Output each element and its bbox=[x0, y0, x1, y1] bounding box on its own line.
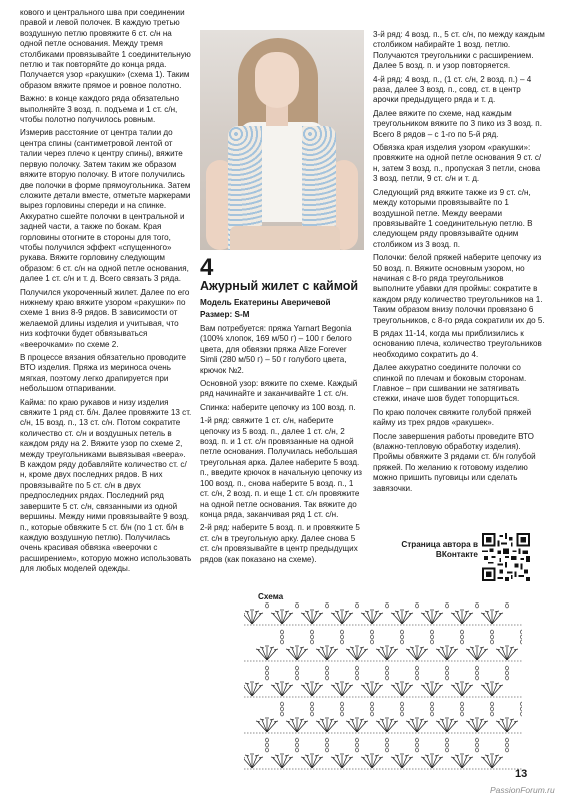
text-column-right bbox=[373, 30, 545, 497]
stitch-fan bbox=[361, 682, 383, 696]
stitch-fan bbox=[496, 718, 518, 732]
chain-column bbox=[506, 602, 509, 608]
stitch-fan bbox=[376, 718, 398, 732]
chain-column bbox=[506, 666, 509, 680]
stitch-fan bbox=[421, 754, 443, 768]
stitch-fan bbox=[406, 718, 428, 732]
paragraph: 3-й ряд: 4 возд. п., 5 ст. с/н, по между каждым столбиком набирайте 1 возд. петлю. Получаются треугольники с расширением. Далее 5 возд. п. и узор повторяется. bbox=[373, 30, 545, 71]
stitch-fan bbox=[361, 610, 383, 624]
paragraph: Вам потребуется: пряжа Yarnart Begonia (100% хлопок, 169 м/50 г) – 100 г белого цвета, для обвязки пряжа Alize Forever Simli (280 м/50 г) – 50 г голубого цвета, крючок №2. bbox=[200, 324, 352, 375]
paragraph: Измерив расстояние от центра талии до центра спины (сантиметровой лентой от талии через плечо к центру спины), вяжите первую полочку. Затем таким же образом вяжите вторую полочку. В итоге получились две полочки в форме прямоугольника. Затем сложите детали вместе, отметьте маркерами вырез горловины спереди и на спинке. Аккуратно сшейте полочки в центральной и задней части, а также по бокам. Края горловины отогните в стороны для того, чтобы получился эффект «спущенного» рукава. Вяжите горловину следующим образом: 6 ст. с/н на одной петле основания, далее 1 ст. с/н и т. д. Всего связать 3 ряда. bbox=[20, 128, 191, 284]
stitch-fan bbox=[271, 682, 293, 696]
paragraph: 1-й ряд: свяжите 1 ст. с/н, наберите цепочку из 5 возд. п., далее 1 ст. с/н, 2 возд. п. и 1 ст. с/н провязанные на одной петле основания. Получилась небольшая треугольная арка. Далее наберите 5 возд. п., введите крючок в начальную цепочку из 100 возд. п., снова наберите 5 возд. п., 1 ст. с/н, 2 возд. п. и еще 1 ст. с/н провяжите на одной петле основания. Так вяжите до конца ряда, заканчивая ряд 1 ст. с/н. bbox=[200, 416, 362, 519]
chain-column bbox=[296, 666, 299, 680]
stitch-fan bbox=[256, 646, 278, 660]
stitch-fan bbox=[451, 754, 473, 768]
chain-column bbox=[386, 738, 389, 752]
text-column-left bbox=[20, 8, 192, 578]
watermark: PassionForum.ru bbox=[490, 785, 555, 795]
stitch-fan bbox=[481, 682, 503, 696]
qr-code-icon[interactable] bbox=[482, 533, 530, 581]
stitch-fan bbox=[301, 610, 323, 624]
chain-column bbox=[476, 602, 479, 608]
chain-column bbox=[431, 630, 434, 644]
paragraph: По краю полочек свяжите голубой пряжей кайму из трех рядов «ракушек». bbox=[373, 407, 532, 428]
paragraph: кового и центрального шва при соединении правой и левой полочек. В каждую третью воздушную петлю провяжите 6 ст. с/н на одной петле основания. Между тремя столбиками провязывайте 1 соединительную петлю и так повторяйте до конца ряда. Получается узор «ракушки» (схема 1). Таким образом вяжите прямое и ровное полотно. bbox=[20, 8, 191, 90]
stitch-fan bbox=[376, 646, 398, 660]
chain-column bbox=[491, 630, 494, 644]
paragraph: 2-й ряд: наберите 5 возд. п. и провяжите 5 ст. с/н в треугольную арку. Далее снова 5 ст. с/н провязывайте в центр предыдущих рядов (как показано на схеме). bbox=[200, 523, 360, 564]
stitch-fan bbox=[346, 646, 368, 660]
stitch-fan bbox=[331, 610, 353, 624]
stitch-fan bbox=[436, 646, 458, 660]
stitch-fan bbox=[466, 646, 488, 660]
stitch-fan bbox=[391, 754, 413, 768]
chain-column bbox=[386, 602, 389, 608]
stitch-fan bbox=[391, 610, 413, 624]
stitch-fan bbox=[421, 682, 443, 696]
chain-column bbox=[371, 702, 374, 716]
chain-column bbox=[446, 738, 449, 752]
stitch-fan bbox=[316, 718, 338, 732]
stitch-fan bbox=[436, 718, 458, 732]
chain-column bbox=[356, 602, 359, 608]
paragraph: 4-й ряд: 4 возд. п., (1 ст. с/н, 2 возд. п.) – 4 раза, далее 3 возд. п., совд. ст. в центр арочки предыдущего ряда и т. д. bbox=[373, 74, 532, 105]
paragraph: Спинка: наберите цепочку из 100 возд. п. bbox=[200, 402, 356, 412]
stitch-fan bbox=[391, 682, 413, 696]
chain-column bbox=[416, 738, 419, 752]
chain-column bbox=[281, 702, 284, 716]
scheme-label: Схема bbox=[258, 592, 284, 601]
chain-column bbox=[326, 602, 329, 608]
stitch-fan bbox=[244, 610, 263, 624]
chain-column bbox=[371, 630, 374, 644]
stitch-fan bbox=[244, 754, 263, 768]
paragraph: Получился укороченный жилет. Далее по его нижнему краю вяжите узором «ракушки» по схеме 1 вниз 8-9 рядов. В зависимости от желаемой длины изделия и учитывая, что низ кофточки будет обвязываться «веерочками» по схеме 2. bbox=[20, 287, 190, 349]
stitch-fan bbox=[271, 754, 293, 768]
paragraph: Полочки: белой пряжей наберите цепочку из 50 возд. п. Вяжите основным узором, но начиная с 8-го ряда треугольников выполните убавки для проймы: сократите в каждом ряду количество треугольников на 1. Таким образом внизу полочки провязано 6 треугольников, с 8-го ряда сократили их до 5. bbox=[373, 253, 545, 325]
paragraph: Обвязка края изделия узором «ракушки»: провяжите на одной петле основания 9 ст. с/н, затем 3 возд. п., пропуская 3 петли, снова 3 возд. петли, 9 ст. с/н и т. д. bbox=[373, 143, 542, 184]
stitch-fan bbox=[286, 646, 308, 660]
text-column-middle bbox=[200, 324, 364, 568]
stitch-fan bbox=[361, 754, 383, 768]
paragraph: Основной узор: вяжите по схеме. Каждый ряд начинайте и заканчивайте 1 ст. с/н. bbox=[200, 379, 358, 399]
chain-column bbox=[506, 738, 509, 752]
stitch-fan bbox=[301, 754, 323, 768]
stitch-fan bbox=[346, 718, 368, 732]
paragraph: Далее вяжите по схеме, над каждым треугольником вяжите по 3 пико из 3 возд. п. Всего 8 рядов – с 1-го по 5-й ряд. bbox=[373, 108, 542, 139]
paragraph: Важно: в конце каждого ряда обязательно выполняйте 3 возд. п. подъема и 1 ст. с/н, чтобы полотно получилось ровным. bbox=[20, 94, 180, 125]
chain-column bbox=[476, 666, 479, 680]
chain-column bbox=[476, 738, 479, 752]
stitch-fan bbox=[481, 754, 503, 768]
model-photo bbox=[200, 30, 364, 250]
qr-caption: Страница автора в ВКонтакте bbox=[401, 540, 478, 559]
chain-column bbox=[341, 702, 344, 716]
stitch-fan bbox=[271, 610, 293, 624]
stitch-fan bbox=[496, 646, 518, 660]
pattern-number: 4 bbox=[200, 254, 214, 281]
stitch-fan bbox=[466, 718, 488, 732]
chain-column bbox=[446, 666, 449, 680]
stitch-fan bbox=[451, 610, 473, 624]
stitch-fan bbox=[286, 718, 308, 732]
chain-column bbox=[521, 702, 522, 716]
paragraph: В процессе вязания обязательно проводите ВТО изделия. Пряжа из мериноса очень мягкая, поэтому легко драпируется при небольшом отпаривании. bbox=[20, 353, 187, 394]
stitch-fan bbox=[316, 646, 338, 660]
page-number: 13 bbox=[515, 768, 528, 780]
stitch-fan bbox=[256, 718, 278, 732]
stitch-fan bbox=[331, 682, 353, 696]
chain-column bbox=[326, 738, 329, 752]
paragraph: Следующий ряд вяжите также из 9 ст. с/н, между которыми провязывайте по 1 воздушной петле. Между веерами провязывайте 1 соединительную петлю. В следующем ряду провязывайте одним столбиком из 3 возд. п. bbox=[373, 187, 533, 249]
stitch-fan bbox=[406, 646, 428, 660]
chain-column bbox=[311, 630, 314, 644]
chain-column bbox=[326, 666, 329, 680]
stitch-fan bbox=[301, 682, 323, 696]
chain-column bbox=[356, 738, 359, 752]
chain-column bbox=[356, 666, 359, 680]
chain-column bbox=[296, 602, 299, 608]
pattern-size: Размер: S-M bbox=[200, 310, 250, 319]
paragraph: Кайма: по краю рукавов и низу изделия свяжите 1 ряд ст. б/н. Далее провяжите 13 ст. с/н, 15 возд. п., 13 ст. с/н. Потом сократите количество ст. с/н и воздушных петель в каждом ряду на 2. Вяжите узор по схеме 2, между треугольниками вывязывая «веера». В каждом ряду добавляйте количество ст. с/н, кроме двух последних рядов. В них провязывайте по 5 ст. с/н в двух предпоследних рядах. Последний ряд завершите 5 ст. с/н, связанными из одной вершины. Между ними провязывайте 9 возд. п., которые обвяжите 5 ст. б/н (по 1 ст. б/н в каждую воздушную петлю). Получилась очень красивая обвязка «веерочки с расширением», которую можно использовать для любых моделей одежды. bbox=[20, 397, 192, 574]
chain-column bbox=[491, 702, 494, 716]
stitch-fan bbox=[481, 610, 503, 624]
chain-column bbox=[281, 630, 284, 644]
chain-column bbox=[401, 702, 404, 716]
chain-column bbox=[311, 702, 314, 716]
stitch-fan bbox=[421, 610, 443, 624]
chain-column bbox=[341, 630, 344, 644]
chain-column bbox=[446, 602, 449, 608]
chain-column bbox=[401, 630, 404, 644]
chain-column bbox=[461, 702, 464, 716]
chain-column bbox=[266, 738, 269, 752]
paragraph: После завершения работы проведите ВТО (влажно-тепловую обработку изделия). Проймы обвяжите 3 рядами ст. б/н голубой пряжей. По желанию к готовому изделию можно пришить пуговицы или сделать завязочки. bbox=[373, 431, 536, 493]
stitch-fan bbox=[451, 682, 473, 696]
chain-column bbox=[416, 666, 419, 680]
paragraph: Далее аккуратно соедините полочки со спинкой по плечам и боковым сторонам. Главное – при сшивании не затягивать стежки, иначе шов будет топорщиться. bbox=[373, 363, 527, 404]
chain-column bbox=[416, 602, 419, 608]
chain-column bbox=[296, 738, 299, 752]
chain-column bbox=[521, 630, 522, 644]
stitch-fan bbox=[244, 682, 263, 696]
pattern-model: Модель Екатерины Аверичевой bbox=[200, 298, 331, 307]
chain-column bbox=[431, 702, 434, 716]
crochet-scheme-diagram bbox=[244, 602, 522, 774]
chain-column bbox=[386, 666, 389, 680]
stitch-fan bbox=[331, 754, 353, 768]
chain-column bbox=[461, 630, 464, 644]
paragraph: В рядах 11-14, когда мы приблизились к основанию плеча, количество треугольников необходимо сократить до 4. bbox=[373, 328, 542, 359]
pattern-title: Ажурный жилет с каймой bbox=[200, 279, 359, 293]
chain-column bbox=[266, 666, 269, 680]
chain-column bbox=[266, 602, 269, 608]
